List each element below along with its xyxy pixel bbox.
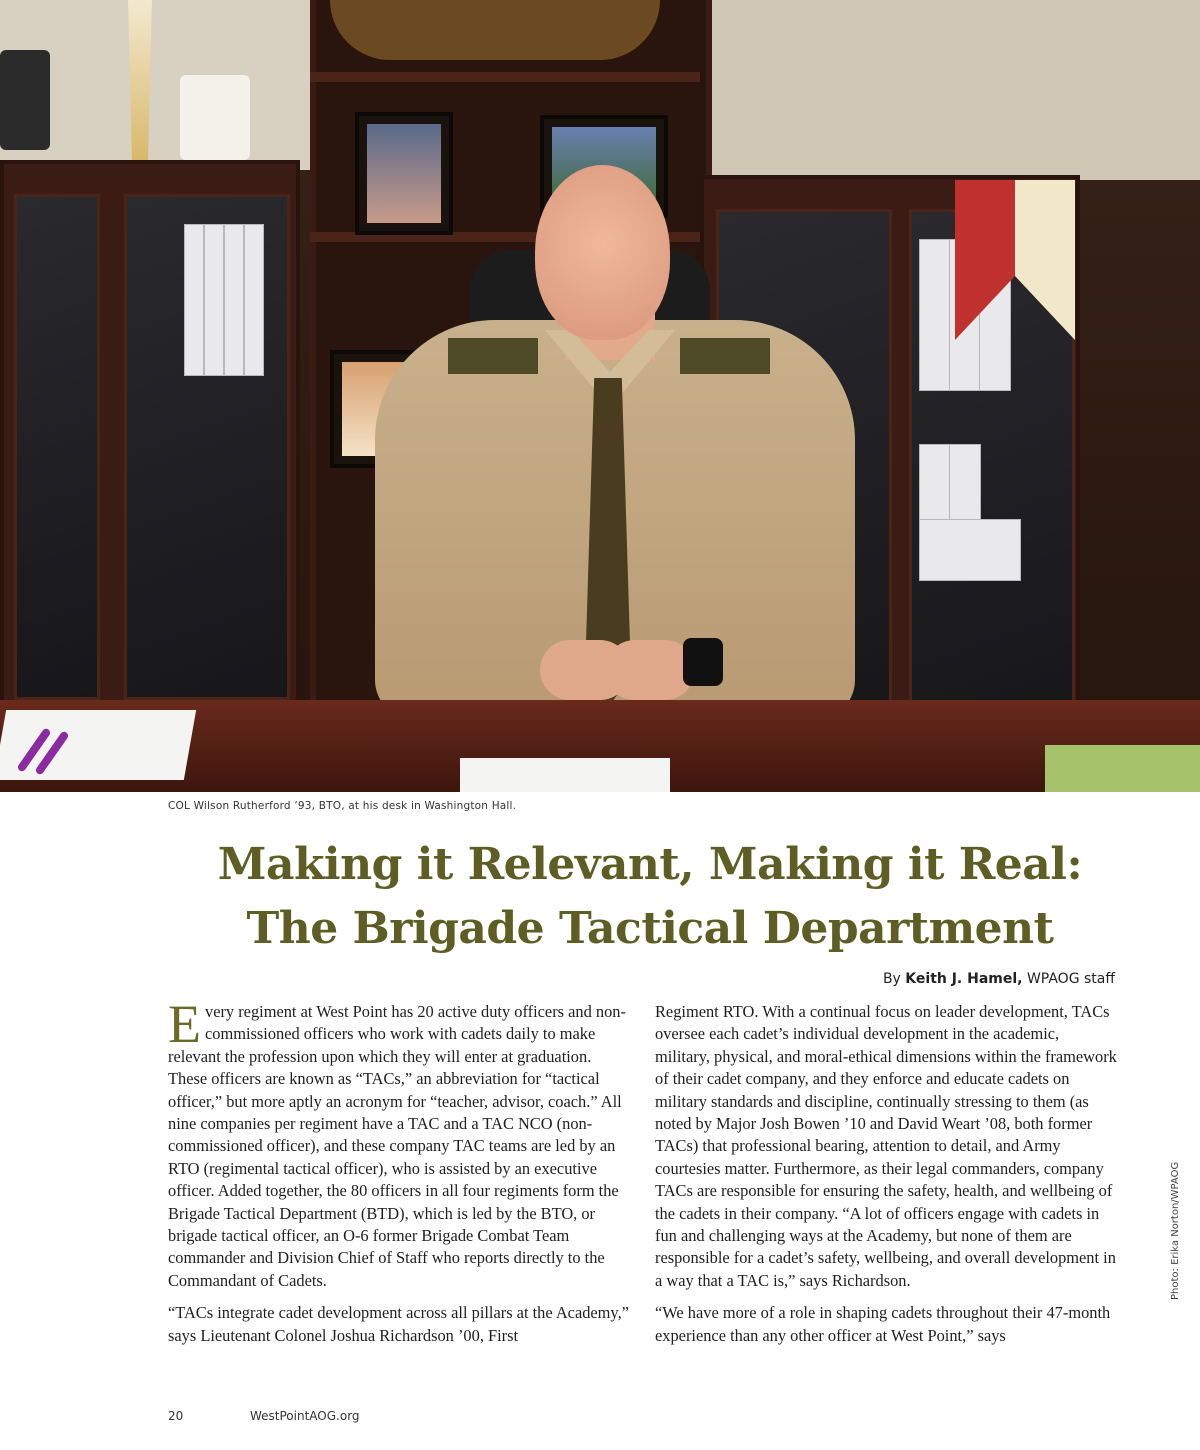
paragraph: “We have more of a role in shaping cadets throughout their 47-month experience than any other officer at West Point,” says	[655, 1303, 1111, 1345]
photo-frame	[355, 112, 453, 235]
ceramic-mug	[180, 75, 250, 160]
unit-plaque	[330, 0, 660, 60]
desk-paper	[0, 710, 196, 780]
desk-papers	[460, 758, 670, 792]
desk-phone	[0, 50, 50, 150]
epaulet-left	[448, 338, 538, 374]
byline-prefix: By	[882, 971, 901, 987]
article-column-left	[168, 994, 630, 1357]
headline-line-2: The Brigade Tactical Department	[246, 903, 1054, 954]
byline-suffix: WPAOG staff	[1026, 971, 1115, 987]
photo-credit: Photo: Erika Norton/WPAOG	[1170, 1161, 1181, 1300]
paragraph: “TACs integrate cadet development across all pillars at the Academy,” says Lieutenant Colonel Joshua Richardson ’00, First	[168, 1303, 629, 1345]
article-column-right	[655, 1001, 1117, 1357]
article-headline	[150, 833, 1150, 961]
wristwatch	[683, 638, 723, 686]
headline-line-1: Making it Relevant, Making it Real:	[217, 839, 1083, 890]
paragraph: Regiment RTO. With a continual focus on leader development, TACs oversee each cadet’s individual development in the academic, military, physical, and moral-ethical dimensions within the framework of their cadet company, and they enforce and educate cadets on military standards and discipline, continually stressing to them (as noted by Major Josh Bowen ’10 and David Weart ’08, both former TACs) that professional bearing, attention to detail, and Army courtesies matter. Furthermore, as their legal commanders, company TACs are responsible for ensuring the safety, health, and wellbeing of the cadets in their company. “A lot of officers engage with cadets in fun and challenging ways at the Academy, but none of them are responsible for a cadet’s safety, wellbeing, and overall development in a way that a TAC is,” says Richardson.	[655, 1002, 1117, 1290]
bookcase-left	[0, 160, 300, 720]
epaulet-right	[680, 338, 770, 374]
office-wall-right	[690, 0, 1200, 180]
drop-cap: E	[168, 994, 201, 1054]
byline-author: Keith J. Hamel,	[905, 971, 1023, 987]
byline	[883, 971, 1115, 987]
green-folder	[1045, 745, 1200, 792]
officer-head	[535, 165, 670, 340]
page-number: 20	[168, 1409, 184, 1423]
photo-caption: COL Wilson Rutherford ’93, BTO, at his desk in Washington Hall.	[168, 800, 517, 812]
paragraph: Every regiment at West Point has 20 active duty officers and non-commissioned officers who work with cadets daily to make relevant the profession upon which they will enter at graduation. These officers are known as “TACs,” an abbreviation for “tactical officer,” but more aptly an acronym for “teacher, advisor, coach.” All nine companies per regiment have a TAC and a TAC NCO (non-commissioned officer), and these company TAC teams are led by an RTO (regimental tactical officer), who is assisted by an executive officer. Added together, the 80 officers in all four regiments form the Brigade Tactical Department (BTD), which is led by the BTO, or brigade tactical officer, an O-6 former Brigade Combat Team commander and Division Chief of Staff who reports directly to the Commandant of Cadets.	[168, 994, 626, 1290]
footer-site: WestPointAOG.org	[250, 1409, 360, 1423]
